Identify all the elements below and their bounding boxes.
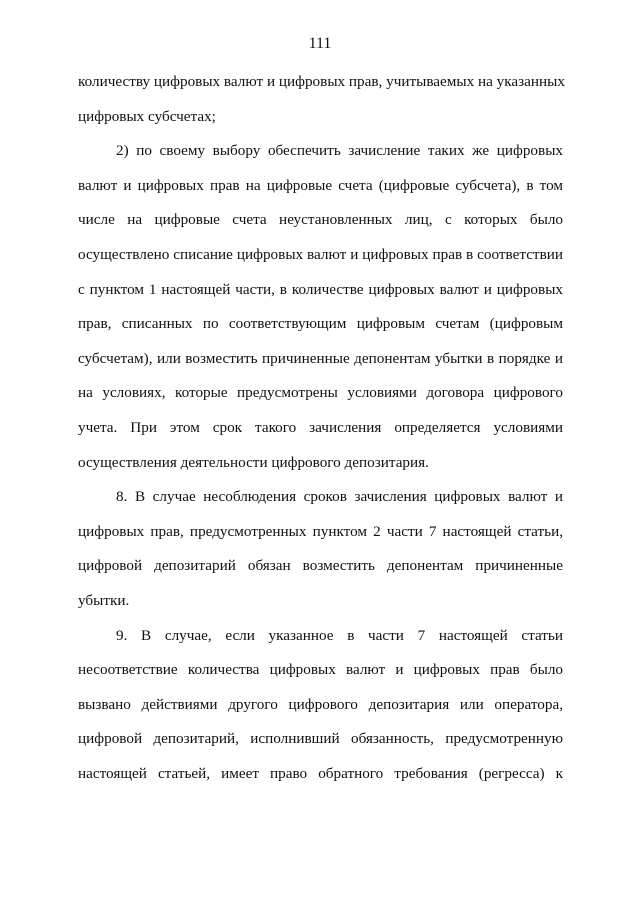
text-line: учета. При этом срок такого зачисления определяется условиями [78, 418, 563, 436]
text-line: цифровой депозитарий, исполнивший обязанность, предусмотренную [78, 730, 563, 748]
text-line: цифровой депозитарий обязан возместить депонентам причиненные [78, 557, 563, 575]
page-number: 111 [308, 35, 332, 52]
document-body [78, 71, 563, 797]
text-line: несоответствие количества цифровых валют и цифровых прав было [78, 661, 563, 679]
text-line: цифровых прав, предусмотренных пунктом 2 части 7 настоящей статьи, [78, 522, 563, 540]
paragraph [78, 625, 563, 798]
text-line: прав, списанных по соответствующим цифровым счетам (цифровым [78, 315, 563, 333]
text-line: с пунктом 1 настоящей части, в количестве цифровых валют и цифровых [78, 280, 563, 298]
text-line: на условиях, которые предусмотрены условиями договора цифрового [78, 384, 563, 402]
text-line: настоящей статьей, имеет право обратного требования (регресса) к [78, 764, 563, 782]
text-line: валют и цифровых прав на цифровые счета (цифровые субсчета), в том [78, 176, 563, 194]
text-line: 2) по своему выбору обеспечить зачисление таких же цифровых [116, 142, 563, 160]
text-line: убытки. [78, 591, 130, 609]
text-line: количеству цифровых валют и цифровых прав, учитываемых на указанных [78, 73, 565, 90]
text-line: 9. В случае, если указанное в части 7 настоящей статьи [116, 626, 563, 644]
text-line: цифровых субсчетах; [78, 107, 216, 125]
paragraph [78, 71, 563, 140]
text-line: осуществления деятельности цифрового депозитария. [78, 453, 429, 471]
paragraph [78, 140, 563, 486]
text-line: субсчетам), или возместить причиненные депонентам убытки в порядке и [78, 349, 563, 367]
text-line: осуществлено списание цифровых валют и цифровых прав в соответствии [78, 245, 563, 263]
text-line: 8. В случае несоблюдения сроков зачисления цифровых валют и [116, 488, 563, 506]
text-line: числе на цифровые счета неустановленных лиц, с которых было [78, 211, 563, 229]
paragraph [78, 486, 563, 624]
text-line: вызвано действиями другого цифрового депозитария или оператора, [78, 695, 563, 713]
